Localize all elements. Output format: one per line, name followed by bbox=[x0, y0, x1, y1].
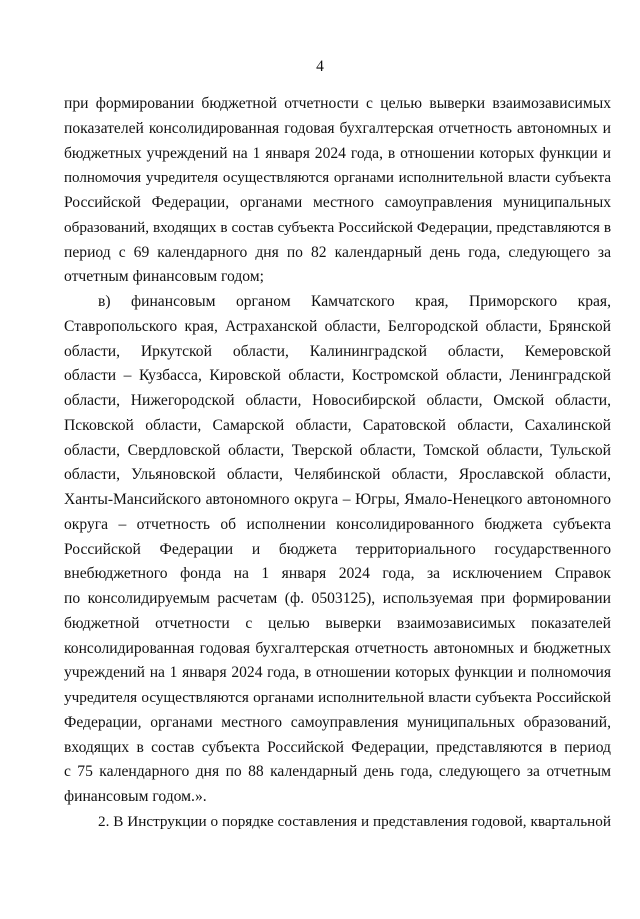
document-body bbox=[64, 92, 611, 835]
text-line: области – Кузбасса, Кировской области, Костромской области, Ленинградской bbox=[64, 367, 611, 385]
text-line: полномочия учредителя осуществляются органами исполнительной власти субъекта bbox=[64, 170, 611, 187]
text-line: округа – отчетность об исполнении консолидированного бюджета субъекта bbox=[64, 515, 611, 533]
text-line: с 75 календарного дня по 88 календарный день года, следующего за отчетным bbox=[64, 763, 611, 781]
text-line: области, Свердловской области, Тверской области, Томской области, Тульской bbox=[64, 441, 611, 459]
text-line: учредителя осуществляются органами исполнительной власти субъекта Российской bbox=[64, 689, 611, 706]
text-line: Федерации, органами местного самоуправления муниципальных образований, bbox=[64, 713, 611, 731]
text-line: Ставропольского края, Астраханской области, Белгородской области, Брянской bbox=[64, 317, 611, 335]
text-line: отчетным финансовым годом; bbox=[64, 268, 264, 286]
text-line: Псковской области, Самарской области, Саратовской области, Сахалинской bbox=[64, 416, 611, 434]
text-line: бюджетной отчетности с целью выверки взаимозависимых показателей bbox=[64, 614, 611, 632]
text-line: области, Ульяновской области, Челябинской области, Ярославской области, bbox=[64, 466, 611, 484]
text-line: Российской Федерации и бюджета территориального государственного bbox=[64, 540, 611, 558]
text-line: Ханты-Мансийского автономного округа – Югры, Ямало-Ненецкого автономного bbox=[64, 491, 611, 508]
text-line: при формировании бюджетной отчетности с целью выверки взаимозависимых bbox=[64, 95, 611, 112]
text-line: образований, входящих в состав субъекта Российской Федерации, представляются в bbox=[64, 218, 611, 236]
text-line: учреждений на 1 января 2024 года, в отношении которых функции и полномочия bbox=[64, 664, 611, 682]
text-line: входящих в состав субъекта Российской Федерации, представляются в период bbox=[64, 738, 611, 756]
text-line: консолидированная годовая бухгалтерская отчетность автономных и бюджетных bbox=[64, 639, 611, 657]
text-line: 2. В Инструкции о порядке составления и представления годовой, квартальной bbox=[98, 812, 611, 830]
text-line: Российской Федерации, органами местного самоуправления муниципальных bbox=[64, 194, 611, 211]
text-line: области, Нижегородской области, Новосибирской области, Омской области, bbox=[64, 392, 611, 409]
page-number: 4 bbox=[316, 58, 324, 75]
text-line: по консолидируемым расчетам (ф. 0503125), используемая при формировании bbox=[64, 590, 611, 607]
text-line: период с 69 календарного дня по 82 календарный день года, следующего за bbox=[64, 243, 611, 261]
text-line: области, Иркутской области, Калининградской области, Кемеровской bbox=[64, 342, 611, 360]
text-line: бюджетных учреждений на 1 января 2024 года, в отношении которых функции и bbox=[64, 144, 611, 162]
text-line: финансовым годом.». bbox=[64, 788, 207, 805]
text-line: в) финансовым органом Камчатского края, Приморского края, bbox=[98, 293, 611, 310]
text-line: показателей консолидированная годовая бухгалтерская отчетность автономных и bbox=[64, 119, 611, 137]
text-line: внебюджетного фонда на 1 января 2024 года, за исключением Справок bbox=[64, 565, 611, 583]
